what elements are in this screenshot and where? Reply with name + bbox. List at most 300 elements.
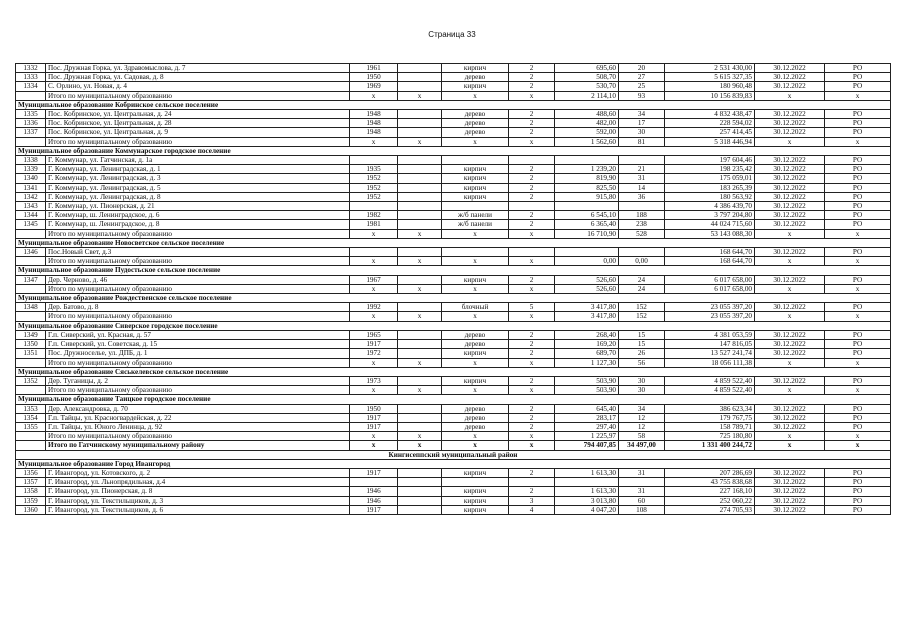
cell-deadline: x <box>755 284 825 293</box>
cell-cost: 197 604,46 <box>665 156 755 165</box>
table-row <box>16 478 891 487</box>
cell-commission-year <box>398 340 442 349</box>
cell-year: x <box>350 441 398 450</box>
cell-method: РО <box>825 211 891 220</box>
cell-method: РО <box>825 110 891 119</box>
cell-deadline: 30.12.2022 <box>755 330 825 339</box>
cell-residents: 30 <box>619 386 665 395</box>
cell-address: Г. Коммунар, ул. Ленинградская, д. 8 <box>46 192 350 201</box>
cell-area: 503,90 <box>555 376 619 385</box>
cell-year <box>350 478 398 487</box>
cell-wall-material: кирпич <box>442 192 509 201</box>
cell-method: x <box>825 358 891 367</box>
cell-method: РО <box>825 468 891 477</box>
cell-cost: 227 168,10 <box>665 487 755 496</box>
cell-wall-material: кирпич <box>442 496 509 505</box>
cell-area: 825,50 <box>555 183 619 192</box>
subtotal-row <box>16 284 891 293</box>
district-header-row <box>16 450 891 459</box>
cell-method: РО <box>825 505 891 514</box>
cell-number: 1342 <box>16 192 46 201</box>
cell-number <box>16 386 46 395</box>
table-row <box>16 487 891 496</box>
table-row <box>16 422 891 431</box>
table-row <box>16 496 891 505</box>
cell-floors: 5 <box>509 303 555 312</box>
cell-cost: 274 705,93 <box>665 505 755 514</box>
cell-area: 1 239,20 <box>555 165 619 174</box>
cell-floors: 2 <box>509 73 555 82</box>
cell-floors: x <box>509 386 555 395</box>
cell-commission-year <box>398 330 442 339</box>
cell-floors: 3 <box>509 496 555 505</box>
section-header-row <box>16 459 891 468</box>
cell-commission-year <box>398 248 442 257</box>
cell-cost: 228 594,02 <box>665 119 755 128</box>
cell-floors: 2 <box>509 275 555 284</box>
cell-area: 526,60 <box>555 284 619 293</box>
cell-address: Пос. Кобринское, ул. Центральная, д. 28 <box>46 119 350 128</box>
cell-cost: 23 055 397,20 <box>665 303 755 312</box>
cell-number: 1339 <box>16 165 46 174</box>
table-row <box>16 82 891 91</box>
cell-cost: 5 615 327,35 <box>665 73 755 82</box>
cell-address: Итого по муниципальному образованию <box>46 358 350 367</box>
cell-residents: 34 <box>619 110 665 119</box>
cell-cost: 179 767,75 <box>665 413 755 422</box>
cell-residents: 152 <box>619 312 665 321</box>
cell-deadline: x <box>755 432 825 441</box>
cell-cost: 252 060,22 <box>665 496 755 505</box>
cell-address: Итого по муниципальному образованию <box>46 137 350 146</box>
cell-floors: x <box>509 137 555 146</box>
table-row <box>16 165 891 174</box>
cell-cost: 4 386 439,70 <box>665 202 755 211</box>
cell-wall-material <box>442 248 509 257</box>
cell-cost: 4 859 522,40 <box>665 376 755 385</box>
table-row <box>16 376 891 385</box>
cell-year: x <box>350 91 398 100</box>
cell-area: 526,60 <box>555 275 619 284</box>
cell-residents: 26 <box>619 349 665 358</box>
cell-floors: 2 <box>509 165 555 174</box>
cell-area: 169,20 <box>555 340 619 349</box>
cell-number: 1338 <box>16 156 46 165</box>
cell-number <box>16 229 46 238</box>
cell-floors: 2 <box>509 110 555 119</box>
cell-floors: 2 <box>509 487 555 496</box>
section-title: Муниципальное образование Коммунарское городское поселение <box>16 146 891 155</box>
cell-residents: 31 <box>619 487 665 496</box>
cell-wall-material: кирпич <box>442 64 509 73</box>
cell-method: РО <box>825 496 891 505</box>
cell-method: РО <box>825 275 891 284</box>
cell-number: 1350 <box>16 340 46 349</box>
cell-cost: 180 960,48 <box>665 82 755 91</box>
subtotal-row <box>16 229 891 238</box>
cell-deadline: 30.12.2022 <box>755 496 825 505</box>
cell-method: x <box>825 386 891 395</box>
cell-floors: x <box>509 358 555 367</box>
cell-wall-material: кирпич <box>442 487 509 496</box>
cell-wall-material: x <box>442 229 509 238</box>
cell-cost: 180 563,92 <box>665 192 755 201</box>
table-row <box>16 156 891 165</box>
cell-address: Г.п. Сиверский, ул. Красная, д. 57 <box>46 330 350 339</box>
cell-area: 3 417,80 <box>555 303 619 312</box>
cell-wall-material: кирпич <box>442 82 509 91</box>
cell-wall-material: дерево <box>442 110 509 119</box>
table-row <box>16 468 891 477</box>
cell-method: x <box>825 229 891 238</box>
section-title: Муниципальное образование Таицкое городское поселение <box>16 395 891 404</box>
cell-commission-year: x <box>398 358 442 367</box>
cell-method: РО <box>825 487 891 496</box>
cell-deadline: 30.12.2022 <box>755 156 825 165</box>
cell-cost: 44 024 715,60 <box>665 220 755 229</box>
cell-cost: 4 859 522,40 <box>665 386 755 395</box>
cell-address: Итого по муниципальному образованию <box>46 229 350 238</box>
cell-year: x <box>350 358 398 367</box>
cell-address: Пос. Кобринское, ул. Центральная, д. 9 <box>46 128 350 137</box>
cell-wall-material <box>442 202 509 211</box>
cell-number <box>16 432 46 441</box>
cell-year: x <box>350 432 398 441</box>
cell-floors: 2 <box>509 211 555 220</box>
cell-commission-year <box>398 487 442 496</box>
cell-address: Итого по муниципальному образованию <box>46 284 350 293</box>
cell-number: 1334 <box>16 82 46 91</box>
cell-deadline: 30.12.2022 <box>755 64 825 73</box>
cell-deadline: 30.12.2022 <box>755 275 825 284</box>
cell-area: 268,40 <box>555 330 619 339</box>
cell-address: Итого по муниципальному образованию <box>46 257 350 266</box>
cell-residents: 12 <box>619 413 665 422</box>
cell-cost: 257 414,45 <box>665 128 755 137</box>
cell-commission-year: x <box>398 137 442 146</box>
cell-residents: 30 <box>619 376 665 385</box>
cell-method: РО <box>825 128 891 137</box>
cell-year: x <box>350 386 398 395</box>
cell-deadline: 30.12.2022 <box>755 487 825 496</box>
cell-floors: 2 <box>509 82 555 91</box>
cell-cost: 198 235,42 <box>665 165 755 174</box>
table-body <box>16 64 891 515</box>
cell-cost: 4 381 053,59 <box>665 330 755 339</box>
cell-address: Дер. Батово, д. 8 <box>46 303 350 312</box>
table-row <box>16 73 891 82</box>
cell-commission-year <box>398 64 442 73</box>
cell-year: 1935 <box>350 165 398 174</box>
cell-number: 1352 <box>16 376 46 385</box>
cell-deadline: 30.12.2022 <box>755 202 825 211</box>
cell-address: Г.п. Сиверский, ул. Советская, д. 15 <box>46 340 350 349</box>
cell-method: РО <box>825 478 891 487</box>
table-row <box>16 202 891 211</box>
cell-commission-year <box>398 275 442 284</box>
cell-area: 695,60 <box>555 64 619 73</box>
section-title: Муниципальное образование Сяськелевское сельское поселение <box>16 367 891 376</box>
table-row <box>16 349 891 358</box>
cell-floors: x <box>509 257 555 266</box>
cell-area: 3 013,80 <box>555 496 619 505</box>
cell-residents <box>619 202 665 211</box>
cell-cost: 43 755 838,68 <box>665 478 755 487</box>
cell-deadline: 30.12.2022 <box>755 220 825 229</box>
cell-address: Г. Коммунар, ул. Гатчинская, д. 1а <box>46 156 350 165</box>
cell-commission-year: x <box>398 432 442 441</box>
cell-method: РО <box>825 404 891 413</box>
cell-residents: 25 <box>619 82 665 91</box>
cell-commission-year <box>398 73 442 82</box>
cell-cost: 168 644,70 <box>665 248 755 257</box>
cell-method: РО <box>825 349 891 358</box>
cell-deadline: x <box>755 441 825 450</box>
section-header-row <box>16 367 891 376</box>
cell-number <box>16 441 46 450</box>
cell-commission-year <box>398 174 442 183</box>
cell-wall-material: x <box>442 358 509 367</box>
cell-commission-year: x <box>398 257 442 266</box>
cell-address: Пос. Кобринское, ул. Центральная, д. 24 <box>46 110 350 119</box>
cell-cost: 5 318 446,94 <box>665 137 755 146</box>
cell-method: x <box>825 441 891 450</box>
cell-area <box>555 478 619 487</box>
cell-deadline: 30.12.2022 <box>755 478 825 487</box>
cell-method: x <box>825 257 891 266</box>
cell-address: Г.п. Тайцы, ул. Юного Ленинца, д. 92 <box>46 422 350 431</box>
cell-commission-year <box>398 496 442 505</box>
cell-floors <box>509 248 555 257</box>
cell-method: РО <box>825 413 891 422</box>
cell-deadline: x <box>755 229 825 238</box>
cell-number: 1343 <box>16 202 46 211</box>
cell-method: РО <box>825 165 891 174</box>
cell-commission-year <box>398 413 442 422</box>
cell-number: 1359 <box>16 496 46 505</box>
cell-wall-material: кирпич <box>442 468 509 477</box>
table-row <box>16 505 891 514</box>
cell-address: Пос. Дружная Горка, ул. Здравомыслова, д. 7 <box>46 64 350 73</box>
cell-number: 1353 <box>16 404 46 413</box>
cell-residents: 24 <box>619 275 665 284</box>
section-title: Муниципальное образование Рождественское сельское поселение <box>16 294 891 303</box>
cell-year: 1982 <box>350 211 398 220</box>
cell-wall-material: кирпич <box>442 174 509 183</box>
cell-year: x <box>350 257 398 266</box>
cell-deadline: x <box>755 358 825 367</box>
section-header-row <box>16 146 891 155</box>
cell-number: 1348 <box>16 303 46 312</box>
cell-address: Итого по муниципальному образованию <box>46 432 350 441</box>
cell-number: 1336 <box>16 119 46 128</box>
cell-commission-year <box>398 110 442 119</box>
subtotal-row <box>16 137 891 146</box>
table-row <box>16 110 891 119</box>
cell-wall-material: ж/б панели <box>442 220 509 229</box>
cell-area: 645,40 <box>555 404 619 413</box>
section-title: Муниципальное образование Пудостьское сельское поселение <box>16 266 891 275</box>
cell-area: 915,80 <box>555 192 619 201</box>
cell-deadline: 30.12.2022 <box>755 468 825 477</box>
cell-residents: 15 <box>619 330 665 339</box>
cell-number: 1349 <box>16 330 46 339</box>
cell-cost: 6 017 658,00 <box>665 284 755 293</box>
cell-number: 1356 <box>16 468 46 477</box>
cell-area: 689,70 <box>555 349 619 358</box>
cell-area: 283,17 <box>555 413 619 422</box>
cell-method: РО <box>825 422 891 431</box>
cell-address: Г. Коммунар, ул. Ленинградская, д. 5 <box>46 183 350 192</box>
cell-area: 794 407,85 <box>555 441 619 450</box>
cell-residents: 238 <box>619 220 665 229</box>
cell-year: 1952 <box>350 192 398 201</box>
cell-commission-year <box>398 192 442 201</box>
subtotal-row <box>16 91 891 100</box>
table-row <box>16 211 891 220</box>
cell-wall-material <box>442 156 509 165</box>
cell-wall-material: x <box>442 91 509 100</box>
cell-floors: 4 <box>509 505 555 514</box>
cell-floors <box>509 156 555 165</box>
cell-number <box>16 257 46 266</box>
cell-number: 1360 <box>16 505 46 514</box>
section-header-row <box>16 100 891 109</box>
cell-wall-material: дерево <box>442 422 509 431</box>
subtotal-row <box>16 432 891 441</box>
cell-deadline: 30.12.2022 <box>755 422 825 431</box>
cell-cost: 147 816,05 <box>665 340 755 349</box>
cell-floors <box>509 478 555 487</box>
cell-number: 1340 <box>16 174 46 183</box>
cell-address: Дер. Александровка, д. 70 <box>46 404 350 413</box>
cell-address: Итого по муниципальному образованию <box>46 91 350 100</box>
cell-number: 1357 <box>16 478 46 487</box>
cell-wall-material: дерево <box>442 128 509 137</box>
cell-wall-material: кирпич <box>442 275 509 284</box>
cell-wall-material: x <box>442 137 509 146</box>
subtotal-row <box>16 358 891 367</box>
cell-method: РО <box>825 376 891 385</box>
cell-wall-material: кирпич <box>442 183 509 192</box>
cell-floors: 2 <box>509 468 555 477</box>
cell-year: x <box>350 312 398 321</box>
cell-area: 4 047,20 <box>555 505 619 514</box>
cell-deadline: 30.12.2022 <box>755 303 825 312</box>
cell-residents: 34 497,00 <box>619 441 665 450</box>
cell-floors: x <box>509 229 555 238</box>
cell-address: Г. Коммунар, ш. Ленинградское, д. 6 <box>46 211 350 220</box>
cell-deadline: 30.12.2022 <box>755 349 825 358</box>
cell-number <box>16 284 46 293</box>
cell-wall-material: x <box>442 441 509 450</box>
cell-residents: 81 <box>619 137 665 146</box>
cell-deadline: x <box>755 386 825 395</box>
cell-address: Г. Коммунар, ул. Ленинградская, д. 3 <box>46 174 350 183</box>
cell-number <box>16 137 46 146</box>
cell-number <box>16 358 46 367</box>
cell-deadline: 30.12.2022 <box>755 376 825 385</box>
cell-number: 1347 <box>16 275 46 284</box>
cell-method: РО <box>825 202 891 211</box>
cell-wall-material: кирпич <box>442 349 509 358</box>
cell-cost: 2 531 430,00 <box>665 64 755 73</box>
housing-register-table <box>15 63 891 515</box>
cell-commission-year <box>398 82 442 91</box>
cell-wall-material: кирпич <box>442 505 509 514</box>
cell-area: 1 127,30 <box>555 358 619 367</box>
cell-residents: 108 <box>619 505 665 514</box>
section-header-row <box>16 321 891 330</box>
cell-number: 1337 <box>16 128 46 137</box>
cell-wall-material: дерево <box>442 404 509 413</box>
section-header-row <box>16 238 891 247</box>
table-row <box>16 303 891 312</box>
cell-commission-year <box>398 202 442 211</box>
table-row <box>16 119 891 128</box>
cell-wall-material: дерево <box>442 413 509 422</box>
cell-address: Г.п. Тайцы, ул. Красногвардейская, д. 22 <box>46 413 350 422</box>
cell-commission-year <box>398 478 442 487</box>
cell-cost: 175 059,01 <box>665 174 755 183</box>
cell-floors: 2 <box>509 349 555 358</box>
cell-area: 592,00 <box>555 128 619 137</box>
cell-number: 1335 <box>16 110 46 119</box>
cell-cost: 10 156 839,83 <box>665 91 755 100</box>
cell-deadline: 30.12.2022 <box>755 505 825 514</box>
cell-wall-material: x <box>442 257 509 266</box>
section-title: Муниципальное образование Сиверское городское поселение <box>16 321 891 330</box>
cell-residents: 188 <box>619 211 665 220</box>
cell-commission-year <box>398 505 442 514</box>
cell-area: 16 710,90 <box>555 229 619 238</box>
cell-commission-year <box>398 220 442 229</box>
table-row <box>16 413 891 422</box>
cell-cost: 18 056 111,38 <box>665 358 755 367</box>
cell-year: 1948 <box>350 110 398 119</box>
cell-commission-year <box>398 128 442 137</box>
table-row <box>16 404 891 413</box>
cell-commission-year: x <box>398 386 442 395</box>
cell-wall-material: дерево <box>442 119 509 128</box>
cell-deadline: x <box>755 137 825 146</box>
cell-wall-material: x <box>442 284 509 293</box>
cell-residents: 21 <box>619 165 665 174</box>
cell-address: Г. Коммунар, ул. Ленинградская, д. 1 <box>46 165 350 174</box>
cell-deadline: 30.12.2022 <box>755 174 825 183</box>
cell-number: 1358 <box>16 487 46 496</box>
cell-residents: 12 <box>619 422 665 431</box>
cell-number: 1354 <box>16 413 46 422</box>
cell-area: 297,40 <box>555 422 619 431</box>
table-row <box>16 340 891 349</box>
cell-year: 1917 <box>350 422 398 431</box>
table-row <box>16 128 891 137</box>
cell-floors: x <box>509 91 555 100</box>
cell-area: 503,90 <box>555 386 619 395</box>
cell-number: 1341 <box>16 183 46 192</box>
cell-area: 508,70 <box>555 73 619 82</box>
cell-residents: 34 <box>619 404 665 413</box>
cell-floors: 2 <box>509 192 555 201</box>
cell-residents: 30 <box>619 128 665 137</box>
cell-commission-year <box>398 404 442 413</box>
cell-residents: 152 <box>619 303 665 312</box>
cell-residents: 60 <box>619 496 665 505</box>
cell-address: Г. Ивангород, ул. Льнопрядильная, д.4 <box>46 478 350 487</box>
table-row <box>16 220 891 229</box>
section-title: Муниципальное образование Кобринское сельское поселение <box>16 100 891 109</box>
